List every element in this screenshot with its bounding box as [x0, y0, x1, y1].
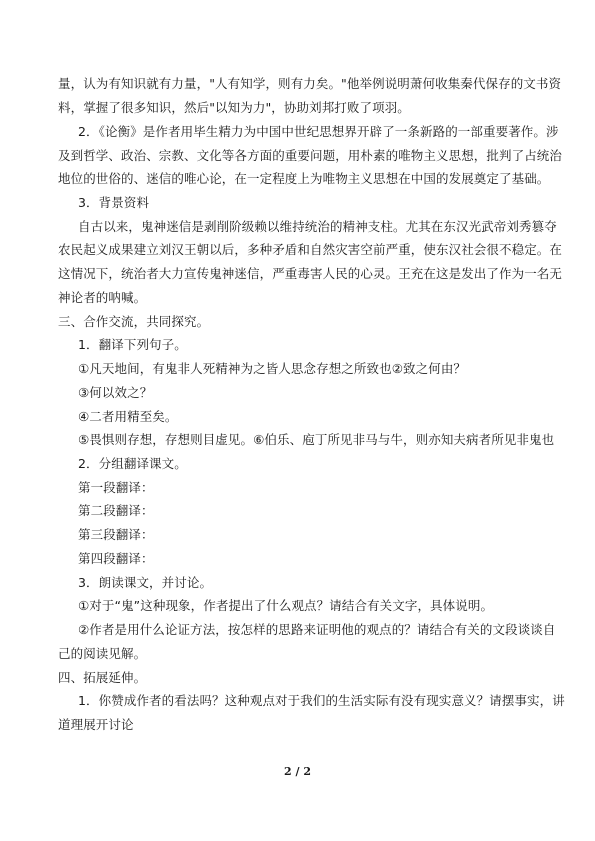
section-heading: 三、合作交流，共同探究。	[58, 314, 210, 329]
translation-label: 第一段翻译：	[78, 480, 154, 495]
exercise-item: ⑤畏惧则存想，存想则目虚见。⑥伯乐、庖丁所见非马与牛，则亦知夫病者所见非鬼也	[78, 432, 555, 447]
body-line: 量，认为有知识就有力量，"人有知学，则有力矣。"他举例说明萧何收集秦代保存的文书资	[58, 76, 562, 91]
exercise-item: ②作者是用什么论证方法，按怎样的思路来证明他的观点的？请结合有关的文段谈谈自	[78, 622, 556, 637]
body-line: 己的阅读见解。	[58, 646, 147, 661]
body-line: 这情况下，统治者大力宣传鬼神迷信，严重毒害人民的心灵。王充在这是发出了作为一名无	[58, 266, 563, 281]
page-number: 2 / 2	[284, 765, 311, 778]
translation-label: 第三段翻译：	[78, 527, 154, 542]
body-line: 2．《论衡》是作者用毕生精力为中国中世纪思想界开辟了一条新路的一部重要著作。涉	[78, 124, 559, 139]
exercise-heading: 1．翻译下列句子。	[78, 337, 187, 352]
exercise-item: ①对于“鬼”这种现象，作者提出了什么观点？请结合有关文字，具体说明。	[78, 598, 494, 613]
section-subheading: 3．背景资料	[78, 195, 150, 210]
exercise-item: ①凡天地间，有鬼非人死精神为之皆人思念存想之所致也②致之何由？	[78, 361, 467, 376]
body-line: 自古以来，鬼神迷信是剥削阶级赖以维持统治的精神支柱。尤其在东汉光武帝刘秀篡夺	[78, 219, 557, 234]
translation-label: 第四段翻译：	[78, 551, 154, 566]
exercise-heading: 3．朗读课文，并讨论。	[78, 575, 213, 590]
exercise-item: 1．你赞成作者的看法吗？这种观点对于我们的生活实际有没有现实意义？请摆事实，讲	[78, 693, 565, 708]
body-line: 料，掌握了很多知识，然后"以知为力"，协助刘邦打败了项羽。	[58, 100, 410, 115]
translation-label: 第二段翻译：	[78, 503, 154, 518]
exercise-heading: 2．分组翻译课文。	[78, 456, 187, 471]
body-line: 神论者的呐喊。	[58, 290, 147, 305]
exercise-item: ④二者用精至矣。	[78, 409, 178, 424]
body-line: 农民起义成果建立刘汉王朝以后，多种矛盾和自然灾害空前严重，使东汉社会很不稳定。在	[58, 242, 563, 257]
body-line: 地位的世俗的、迷信的唯心论，在一定程度上为唯物主义思想在中国的发展奠定了基础。	[58, 171, 550, 186]
section-heading: 四、拓展延伸。	[58, 670, 147, 685]
body-line: 及到哲学、政治、宗教、文化等各方面的重要问题，用朴素的唯物主义思想，批判了占统治	[58, 148, 563, 163]
exercise-item: ③何以效之？	[78, 385, 153, 400]
body-line: 道理展开讨论	[58, 717, 134, 732]
